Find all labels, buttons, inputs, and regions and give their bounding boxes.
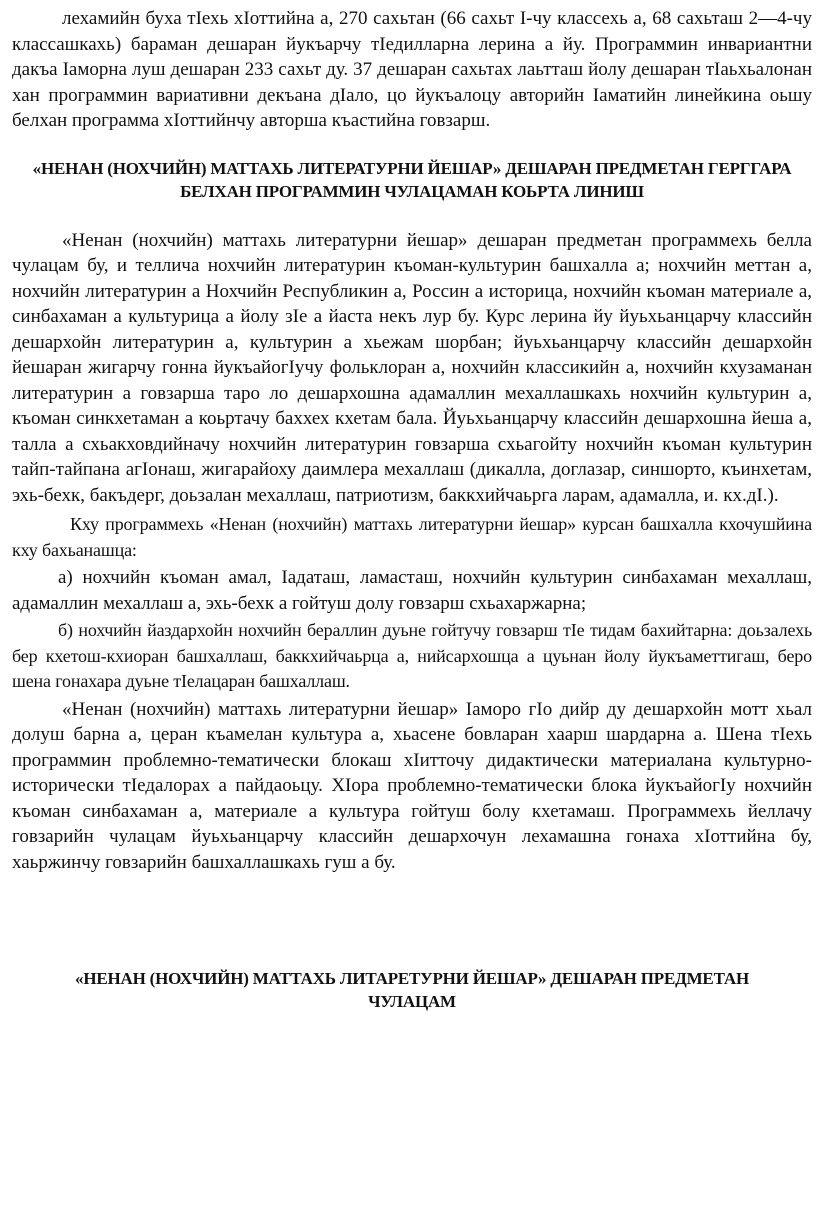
intro-paragraph: лехамийн буха тIехь хIоттийна а, 270 сахьтан (66 сахьт I-чу классехь а, 68 сахьташ 2—4-чу классашкахь) бараман дешаран йукъарчу тIедилларна лерина а йу. Программин инвариантни дакъа Iаморна луш дешаран 233 сахьт ду. 37 дешаран сахьтах лаьтташ йолу дешаран тIаьхьалонан хан программин вариативни декъана дIало, цо йукъалоцу авторийн Iаматийн линейкина оьшу белхан программа хIоттийнчу авторша къастийна говзарш. — [12, 8, 812, 131]
document-page — [12, 6, 812, 1013]
section-heading-program-content-lines: «НЕНАН (НОХЧИЙН) МАТТАХЬ ЛИТЕРАТУРНИ ЙЕШАР» ДЕШАРАН ПРЕДМЕТАН ГЕРГГАРА БЕЛХАН ПРОГРАММИН ЧУЛАЦАМАН КОЬРТА ЛИНИШ — [32, 158, 792, 201]
spacer — [12, 203, 812, 228]
list-item-a: а) нохчийн къоман амал, Iадаташ, ламасташ, нохчийн культурин синбахаман мехаллаш, адамаллин мехаллаш а, эхь-бехк а гойтуш долу говзарш схьахаржарна; — [12, 567, 812, 614]
spacer — [12, 875, 812, 967]
spacer — [12, 134, 812, 157]
list-item-b: б) нохчийн йаздархойн нохчийн бераллин дуьне гойтучу говзарш тIе тидам бахийтарна: доьзалехь бер кхетош-кхиоран башхаллаш, баккхийчаьрца а, нийсархошца а цуьнан йолу йукъаметтигаш, беро шена гонахара дуьне тIелацаран башхаллаш. — [12, 620, 812, 691]
course-features-intro-paragraph: Кху программехь «Ненан (нохчийн) маттахь литературни йешар» курсан башхалла кхочушйина кху бахьанашца: — [12, 514, 812, 560]
section-heading-subject-content: «НЕНАН (НОХЧИЙН) МАТТАХЬ ЛИТАРЕТУРНИ ЙЕШАР» ДЕШАРАН ПРЕДМЕТАН ЧУЛАЦАМ — [75, 969, 749, 1011]
course-description-paragraph: «Ненан (нохчийн) маттахь литературни йешар» дешаран предметан программехь белла чулацам бу, и теллича нохчийн литературин къоман-культурин башхалла а; нохчийн меттан а, нохчийн литературин а Нохчийн Республикин а, Россин а историца, нохчийн къоман материале а, синбахаман а культурица а йолу зIе а йаста некъ лур бу. Курс лерина йу йуьхьанцарчу классийн дешархойн литературин а, культурин а хьежам шорбан; йуьхьанцарчу классийн дешархойн йешаран жигарчу гонна йукъайогIучу фольклоран а, нохчийн классикийн а, нохчийн кхузаманан литературин а говзарша таро ло дешархошна адамаллин мехаллашкахь нохчийн культурин а, къоман синкхетаман а коьртачу баххех кхетам бала. Йуьхьанцарчу классийн дешархошна йеша а, талла а схьакховдийначу нохчийн литературин говзарша схьагойту нохчийн къоман культурин тайп-тайпана агIонаш, жигарайоху даимлера мехаллаш (дикалла, доглазар, синшорто, къинхетам, эхь-бехк, бакъдерг, доьзалан мехаллаш, патриотизм, баккхийчаьрга ларам, адамалла, и. кх.дI.). — [12, 229, 812, 506]
study-benefits-paragraph: «Ненан (нохчийн) маттахь литературни йешар» Iаморо гIо дийр ду дешархойн мотт хьал долуш барна а, церан къамелан культура а, хьасене бовларан хаарш шардарна а. Шена тIехь программин проблемно-тематически блокаш хIитточу дидактически материалана культурно-исторически тIедалорах а пайдаоьцу. ХIора проблемно-тематически блока йукъайогIу нохчийн къоман синбахаман а, материале а культура гойтуш болу кхетамаш. Программехь йеллачу говзарийн чулацам йуьхьанцарчу классийн дешархочун лехамашна гонаха хIоттийна бу, хаьржинчу говзарийн башхаллашкахь гуш а бу. — [12, 698, 812, 873]
